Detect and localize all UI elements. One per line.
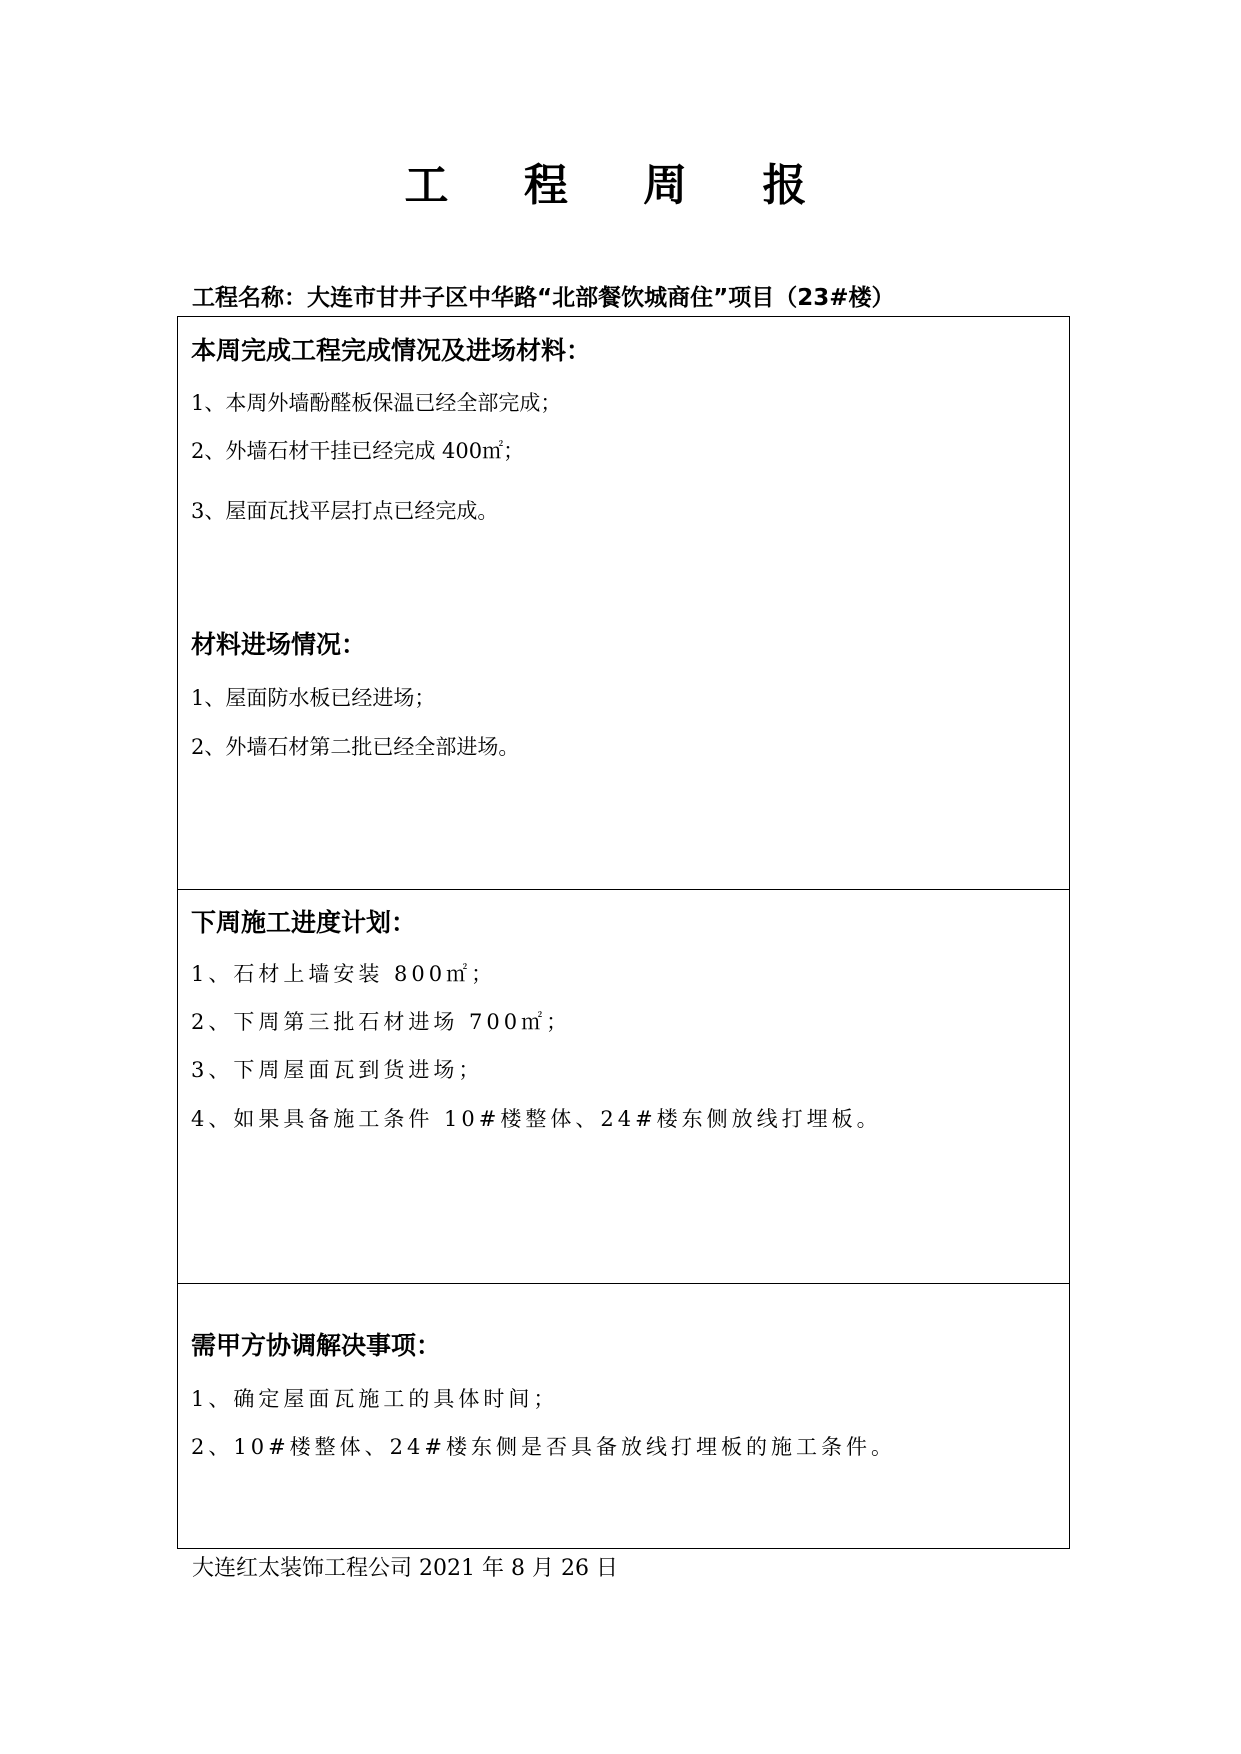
company-date-footer: 大连红太装饰工程公司 2021 年 8 月 26 日 bbox=[192, 1556, 618, 1581]
report-table bbox=[177, 316, 1070, 1549]
coordination-item: 1、确定屋面瓦施工的具体时间； bbox=[191, 1387, 559, 1411]
next-week-item: 4、如果具备施工条件 10#楼整体、24#楼东侧放线打埋板。 bbox=[191, 1107, 882, 1131]
completed-work-heading: 本周完成工程完成情况及进场材料： bbox=[191, 336, 592, 365]
next-week-item: 3、下周屋面瓦到货进场； bbox=[191, 1058, 484, 1082]
coordination-item: 2、10#楼整体、24#楼东侧是否具备放线打埋板的施工条件。 bbox=[191, 1435, 896, 1459]
completed-item: 3、屋面瓦找平层打点已经完成。 bbox=[191, 499, 499, 523]
completed-item: 1、本周外墙酚醛板保温已经全部完成； bbox=[191, 391, 562, 415]
coordination-heading: 需甲方协调解决事项： bbox=[191, 1331, 442, 1360]
next-week-heading: 下周施工进度计划： bbox=[191, 908, 417, 937]
materials-item: 1、屋面防水板已经进场； bbox=[191, 686, 436, 710]
next-week-item: 2、下周第三批石材进场 700㎡； bbox=[191, 1010, 572, 1034]
project-name: 工程名称：大连市甘井子区中华路“北部餐饮城商住”项目（23#楼） bbox=[192, 285, 895, 311]
section-next-week-plan bbox=[178, 890, 1069, 1284]
materials-heading: 材料进场情况： bbox=[191, 630, 367, 659]
materials-item: 2、外墙石材第二批已经全部进场。 bbox=[191, 735, 520, 759]
section-completed-work bbox=[178, 317, 1069, 890]
section-coordination bbox=[178, 1284, 1069, 1548]
completed-item: 2、外墙石材干挂已经完成 400㎡； bbox=[191, 439, 525, 463]
next-week-item: 1、石材上墙安装 800㎡； bbox=[191, 962, 497, 986]
page-title: 工 程 周 报 bbox=[404, 160, 837, 211]
